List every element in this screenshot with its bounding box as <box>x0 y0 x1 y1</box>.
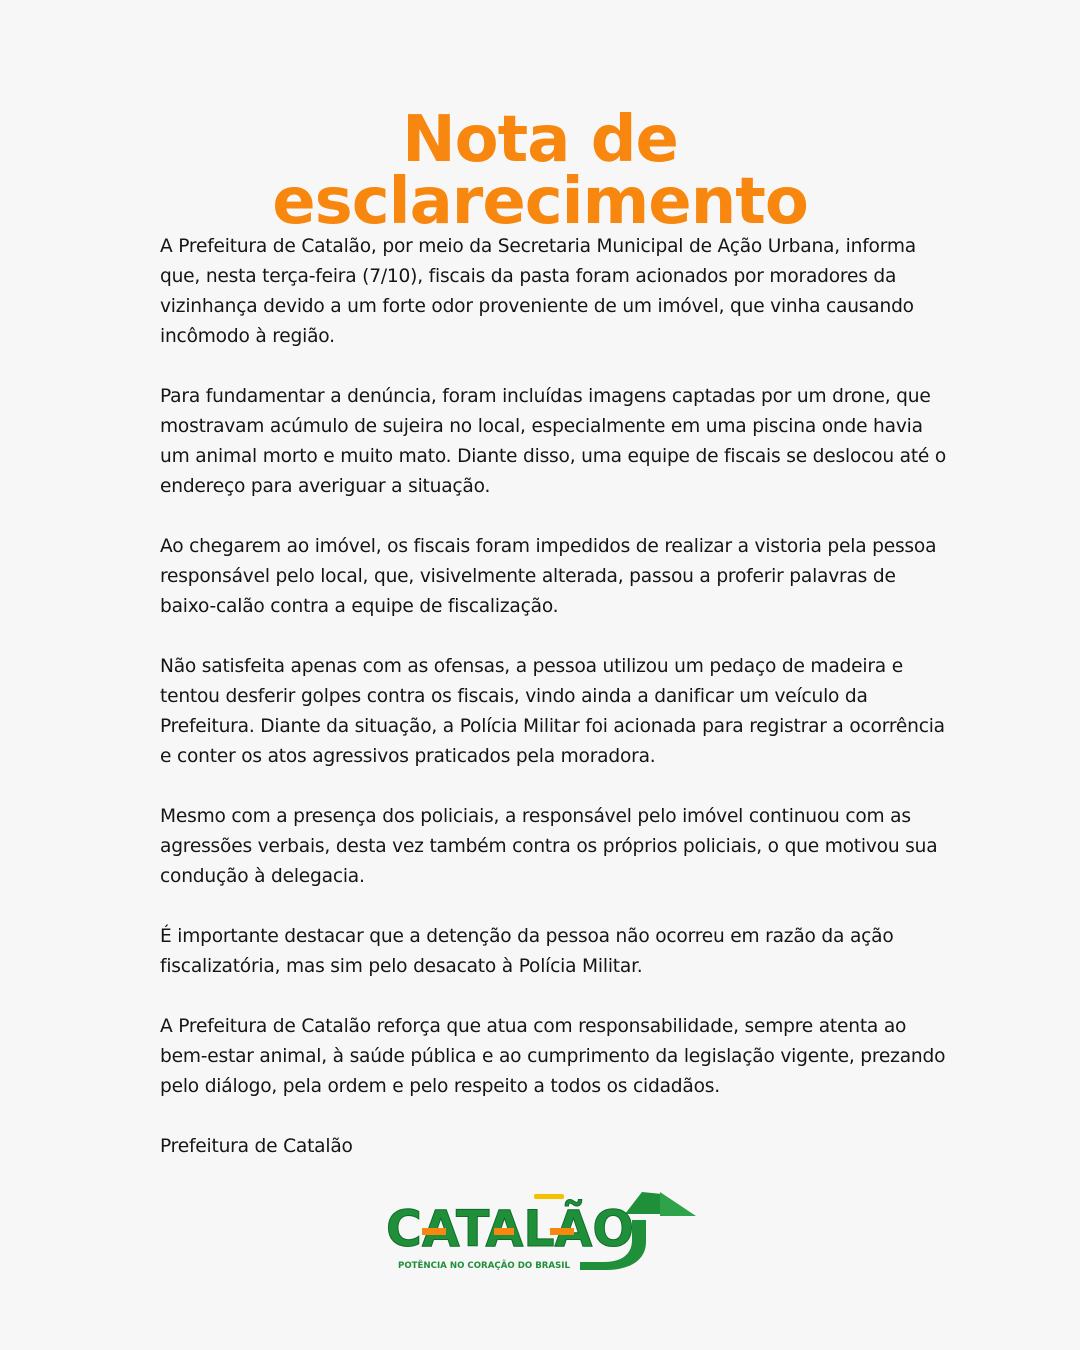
title-line-2: esclarecimento <box>272 164 808 239</box>
paragraph-5: Mesmo com a presença dos policiais, a responsável pelo imóvel continuou com as agressões verbais, desta vez também contra os próprios policiais, o que motivou sua condução à delegacia. <box>160 806 938 887</box>
signature: Prefeitura de Catalão <box>160 1136 353 1157</box>
title-line-1: Nota de <box>402 102 678 177</box>
paragraph-1: A Prefeitura de Catalão, por meio da Secretaria Municipal de Ação Urbana, informa que, nesta terça-feira (7/10), fiscais da pasta foram acionados por moradores da vizinhança devido a um forte odor proveniente de um imóvel, que vinha causando incômodo à região. <box>160 236 916 347</box>
logo-accent-1 <box>422 1228 446 1235</box>
logo-accent-2 <box>494 1228 514 1235</box>
paragraph-6: É importante destacar que a detenção da pessoa não ocorreu em razão da ação fiscalizatória, mas sim pelo desacato à Polícia Militar. <box>160 926 894 977</box>
note-body <box>160 232 950 1192</box>
page-title <box>0 102 1080 239</box>
catalao-logo <box>384 1186 700 1276</box>
paragraph-2: Para fundamentar a denúncia, foram incluídas imagens captadas por um drone, que mostravam acúmulo de sujeira no local, especialmente em uma piscina onde havia um animal morto e muito mato. Diante disso, uma equipe de fiscais se deslocou até o endereço para averiguar a situação. <box>160 386 947 497</box>
logo-wordmark: CATALÃO <box>386 1200 640 1258</box>
paragraph-3: Ao chegarem ao imóvel, os fiscais foram impedidos de realizar a vistoria pela pessoa responsável pelo local, que, visivelmente alterada, passou a proferir palavras de baixo-calão contra a equipe de fiscalização. <box>160 536 937 617</box>
logo-tagline: POTÊNCIA NO CORAÇÃO DO BRASIL <box>398 1261 578 1271</box>
logo-accent-3 <box>550 1228 574 1235</box>
paragraph-4: Não satisfeita apenas com as ofensas, a pessoa utilizou um pedaço de madeira e tentou desferir golpes contra os fiscais, vindo ainda a danificar um veículo da Prefeitura. Diante da situação, a Polícia Militar foi acionada para registrar a ocorrência e conter os atos agressivos praticados pela moradora. <box>160 656 945 767</box>
paragraph-7: A Prefeitura de Catalão reforça que atua com responsabilidade, sempre atenta ao bem-estar animal, à saúde pública e ao cumprimento da legislação vigente, prezando pelo diálogo, pela ordem e pelo respeito a todos os cidadãos. <box>160 1016 946 1097</box>
logo-accent-4 <box>534 1194 564 1199</box>
logo-arrow-tip <box>660 1192 696 1216</box>
